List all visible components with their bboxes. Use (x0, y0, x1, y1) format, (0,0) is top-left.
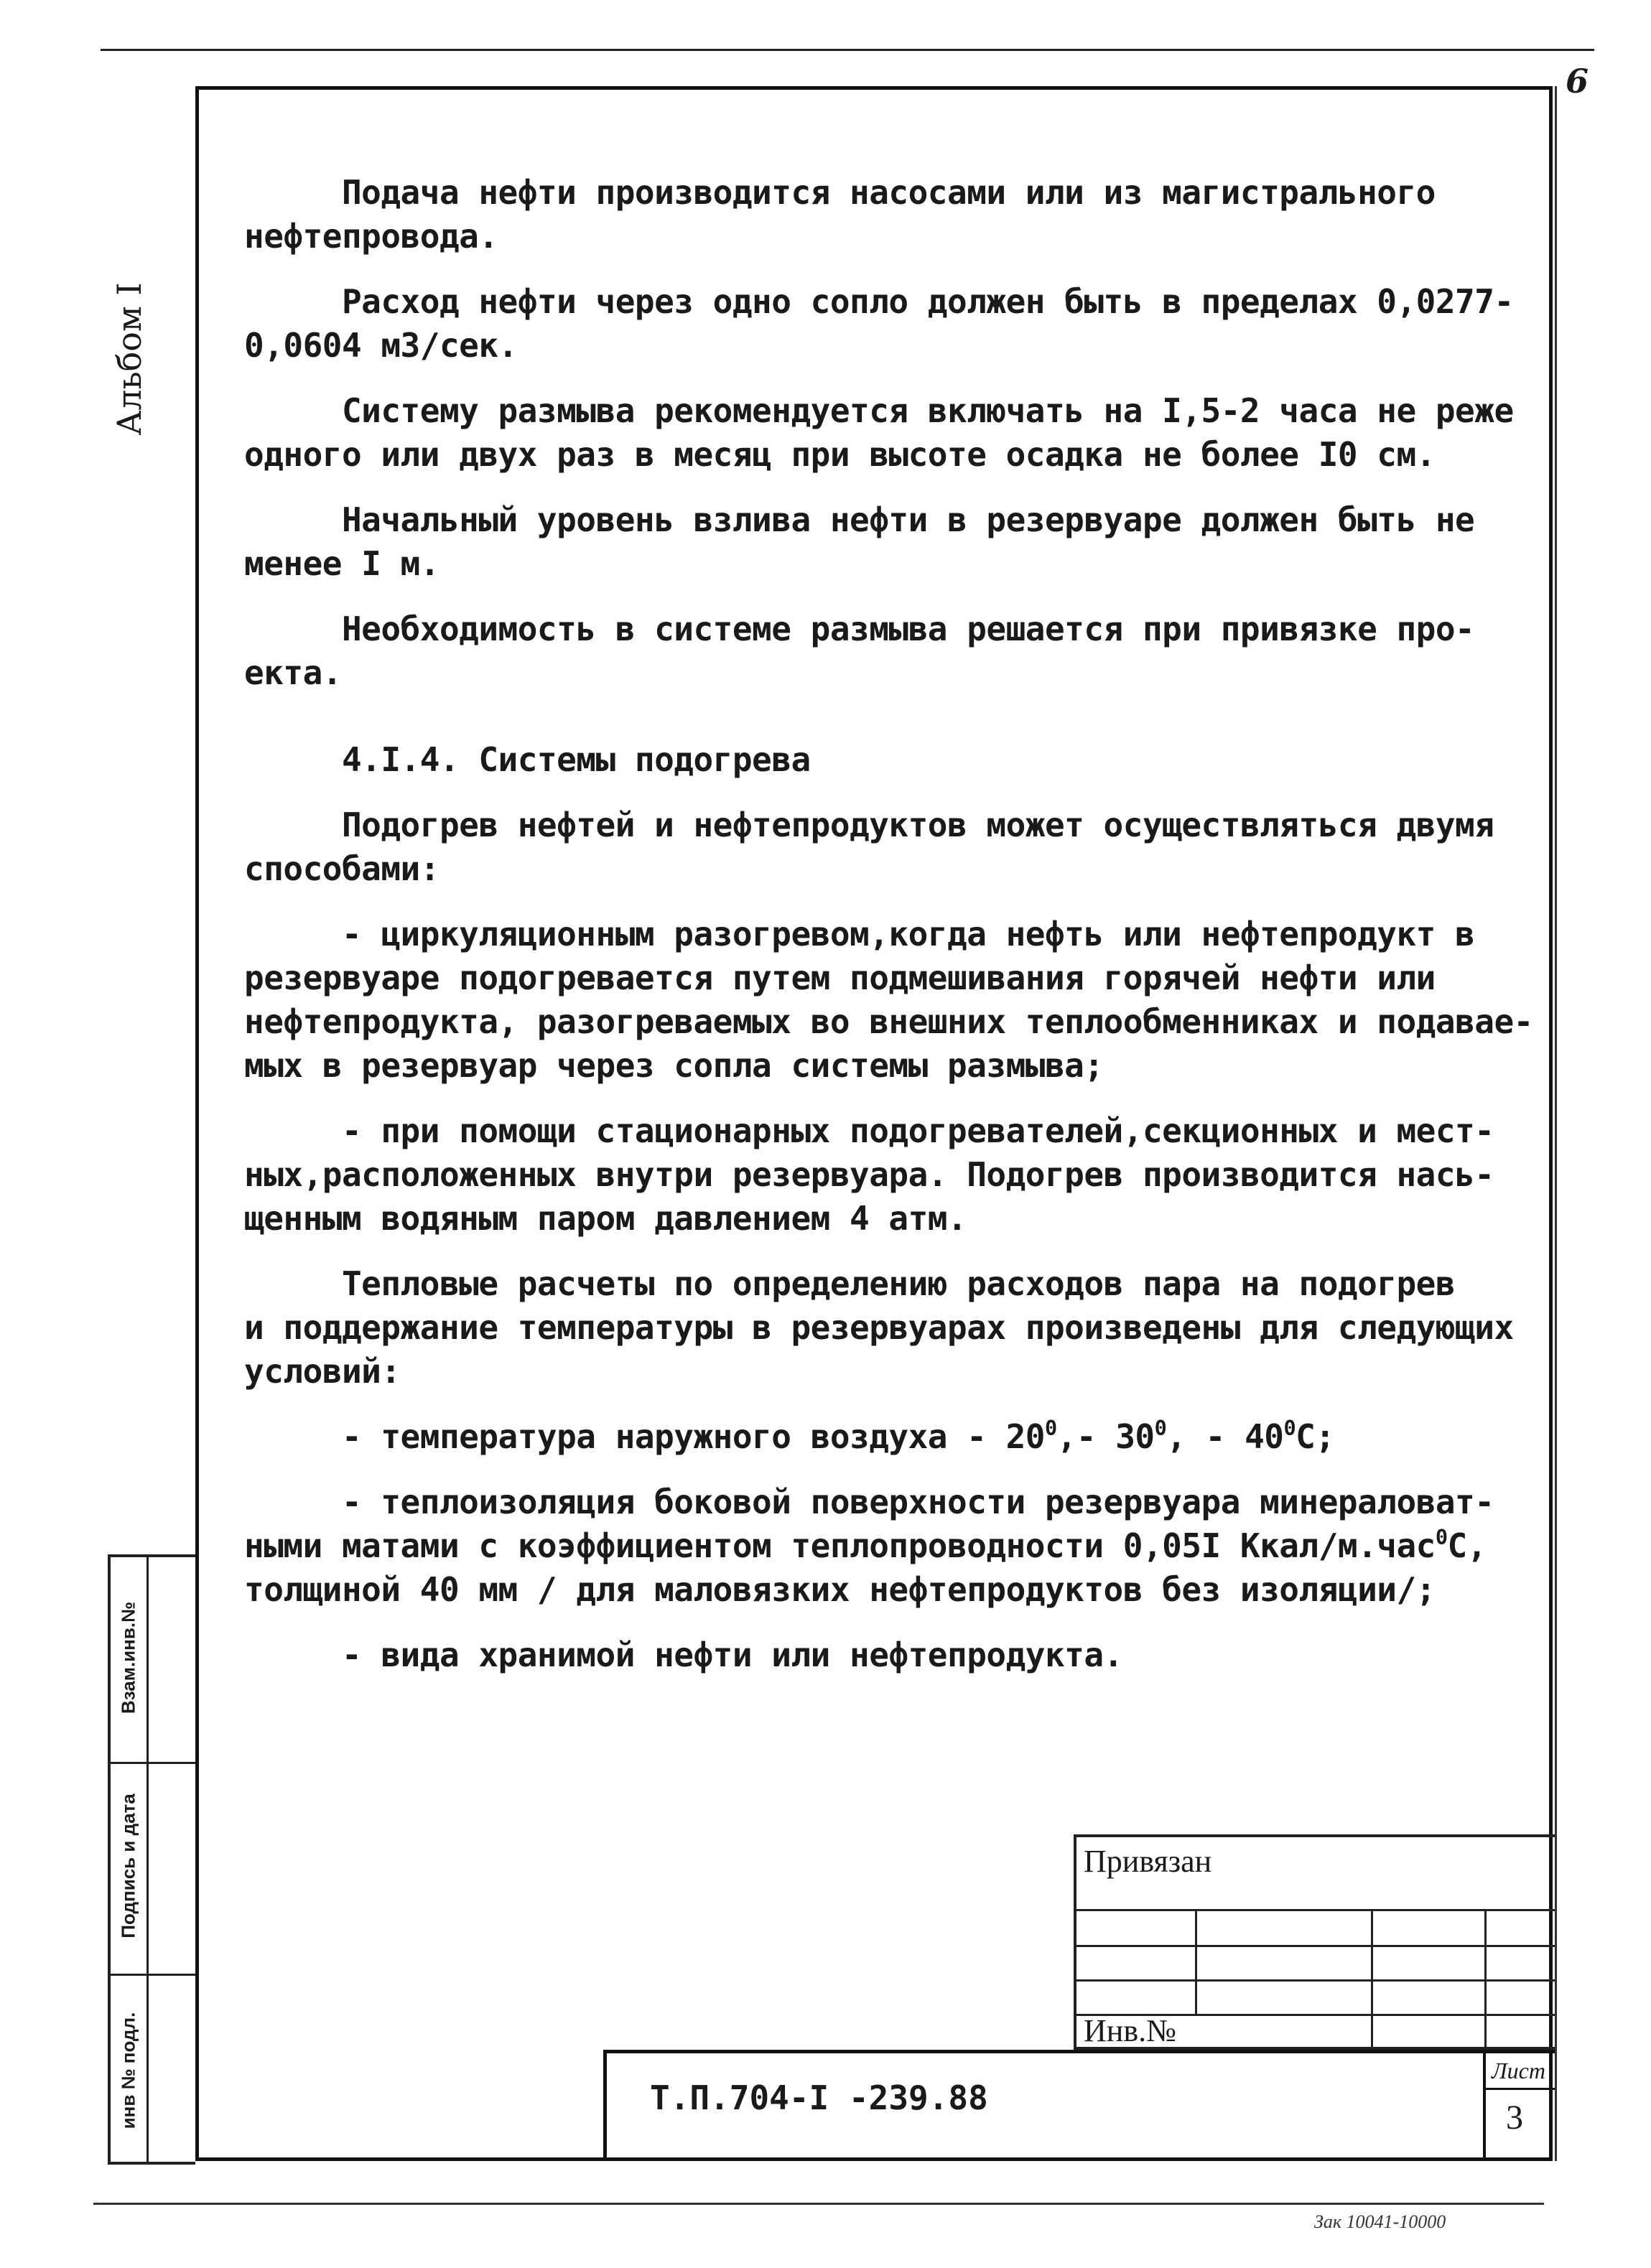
text-line: - при помощи стационарных подогревателей,секционных и мест- (244, 1111, 1494, 1150)
text-line: екта. (244, 653, 342, 692)
text-line: мых в резервуар через сопла системы размыва; (244, 1046, 1104, 1085)
original-number-label: инв № подл. (117, 2012, 139, 2129)
text-line: нефтепродукта, разогреваемых во внешних теплообменниках и подавае- (244, 1002, 1533, 1041)
text-line: Подогрев нефтей и нефтепродуктов может осуществляться двумя (244, 806, 1494, 844)
text-line: - циркуляционным разогревом,когда нефть или нефтепродукт в (244, 915, 1475, 953)
text-line: щенным водяным паром давлением 4 атм. (244, 1199, 967, 1238)
text-line: Необходимость в системе размыва решается при привязке про- (244, 610, 1475, 648)
text-line: - вида хранимой нефти или нефтепродукта. (244, 1635, 1123, 1674)
sheet-label: Лист (1492, 2058, 1545, 2083)
text-line: Систему размыва рекомендуется включать на I,5-2 часа не реже (244, 391, 1514, 430)
text-line: толщиной 40 мм / для маловязких нефтепродуктов без изоляции/; (244, 1570, 1436, 1609)
text-line: Подача нефти производится насосами или из магистрального (244, 173, 1436, 212)
approved-label: Привязан (1084, 1844, 1212, 1879)
signature-date-label: Подпись и дата (117, 1793, 139, 1938)
page-number: 6 (1566, 62, 1589, 101)
order-note: Зак 10041-10000 (1314, 2211, 1446, 2232)
text-line: Расход нефти через одно сопло должен быть в пределах 0,0277- (244, 282, 1514, 321)
document-body (244, 171, 1533, 1677)
album-label: Альбом I (110, 282, 149, 436)
bottom-trim-line (93, 2203, 1544, 2205)
text-line: - теплоизоляция боковой поверхности резервуара минераловат- (244, 1483, 1494, 1521)
text-line: ных,расположенных внутри резервуара. Подогрев производится нась- (244, 1155, 1494, 1194)
text-line: 0,0604 м3/сек. (244, 326, 518, 365)
text-line: способами: (244, 849, 440, 888)
text-line: одного или двух раз в месяц при высоте осадка не более I0 см. (244, 435, 1436, 474)
sheet-box (1483, 2053, 1555, 2161)
text-line: и поддержание температуры в резервуарах произведены для следующих (244, 1308, 1514, 1347)
text-line: резервуаре подогревается путем подмешивания горячей нефти или (244, 958, 1436, 997)
temperature-line: - температура наружного воздуха - $20^0,-$ $30^0$, - $40^0C$; (244, 1416, 1335, 1456)
text-line: Тепловые расчеты по определению расходов пара на подогрев (244, 1264, 1456, 1303)
top-trim-line (101, 49, 1594, 51)
side-stamp (108, 1554, 195, 2165)
reference-number-label: Взам.инв.№ (117, 1601, 139, 1714)
text-line: условий: (244, 1352, 401, 1391)
frame-right-edge (1555, 86, 1557, 2161)
text-line: менее I м. (244, 544, 440, 583)
section-heading: 4.I.4. Системы подогрева (244, 740, 811, 779)
document-code: Т.П.704-I -239.88 (650, 2078, 988, 2117)
sheet-number: 3 (1506, 2099, 1523, 2137)
text-line: Начальный уровень взлива нефти в резервуаре должен быть не (244, 500, 1475, 539)
inventory-label: Инв.№ (1084, 2013, 1177, 2048)
text-line: нефтепровода. (244, 217, 498, 256)
binding-title-block (1074, 1834, 1555, 2050)
text-line: ными матами с коэффициентом теплопроводности 0,05I Ккал/м.час$^0$C, (244, 1525, 1487, 1565)
